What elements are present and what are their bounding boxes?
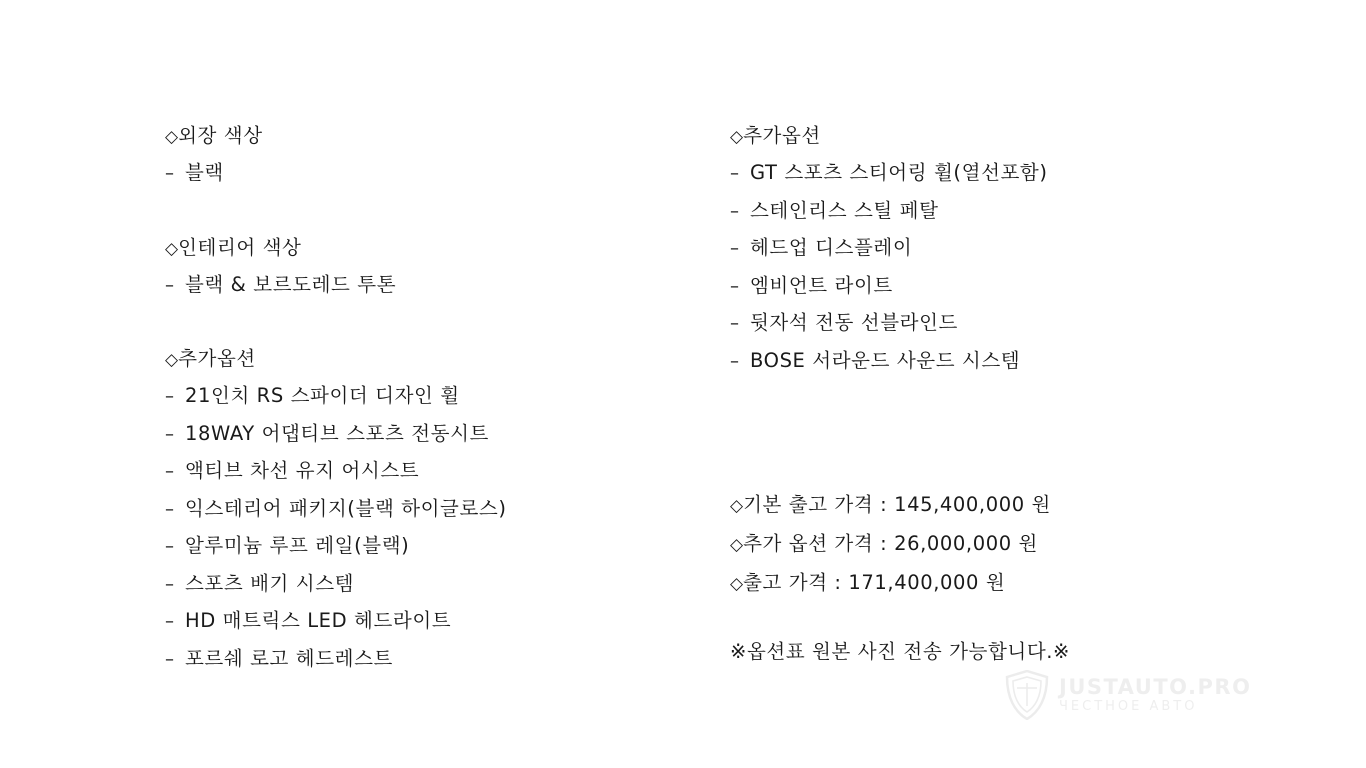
dash-icon: – xyxy=(730,163,740,184)
price-value: 171,400,000 원 xyxy=(848,571,1006,594)
spacer xyxy=(165,304,685,341)
price-label: 추가 옵션 가격 xyxy=(743,532,874,555)
watermark-text xyxy=(1059,675,1251,714)
list-item xyxy=(730,343,1290,381)
dash-icon: – xyxy=(165,611,175,632)
dash-icon: – xyxy=(165,163,175,184)
list-item xyxy=(730,155,1290,193)
price-separator: : xyxy=(827,571,849,594)
list-item xyxy=(730,268,1290,306)
list-item-label: 액티브 차선 유지 어시스트 xyxy=(185,459,420,482)
dash-icon: – xyxy=(730,200,740,222)
price-value: 26,000,000 원 xyxy=(894,532,1038,555)
interior-color-list xyxy=(165,267,685,305)
price-separator: : xyxy=(873,532,895,555)
dash-icon: – xyxy=(165,423,175,445)
dash-icon: – xyxy=(730,313,740,334)
right-column xyxy=(730,118,1290,380)
list-item xyxy=(165,416,685,454)
list-item xyxy=(165,155,685,193)
section-heading-exterior-color xyxy=(165,118,685,155)
diamond-icon: ◇ xyxy=(730,127,744,147)
list-item-label: 알루미늄 루프 레일(블랙) xyxy=(185,534,410,557)
diamond-icon: ◇ xyxy=(165,238,179,259)
list-item xyxy=(165,641,685,679)
list-item xyxy=(165,491,685,529)
diamond-icon: ◇ xyxy=(165,350,179,370)
dash-icon: – xyxy=(730,350,740,372)
diamond-icon: ◇ xyxy=(730,496,744,516)
list-item-label: 21인치 RS 스파이더 디자인 휠 xyxy=(185,384,460,407)
price-row-options xyxy=(730,525,1330,564)
list-item xyxy=(165,453,685,491)
section-heading-label: 추가옵션 xyxy=(178,347,256,370)
dash-icon: – xyxy=(730,238,740,259)
price-value: 145,400,000 원 xyxy=(894,493,1051,516)
price-row-total xyxy=(730,564,1330,603)
price-label: 기본 출고 가격 xyxy=(743,493,874,516)
dash-icon: – xyxy=(165,386,175,407)
list-item xyxy=(165,267,685,305)
exterior-color-list xyxy=(165,155,685,193)
list-item-label: 스포츠 배기 시스템 xyxy=(185,571,355,595)
section-heading-label: 인테리어 색상 xyxy=(178,235,302,259)
watermark-subtitle: ЧЕСТНОЕ АВТО xyxy=(1059,698,1198,714)
list-item xyxy=(730,305,1290,343)
list-item-label: 헤드업 디스플레이 xyxy=(750,236,913,259)
watermark-title: JUSTAUTO.PRO xyxy=(1059,675,1252,700)
list-item xyxy=(730,230,1290,268)
dash-icon: – xyxy=(165,536,175,557)
list-item-label: BOSE 서라운드 사운드 시스템 xyxy=(750,348,1021,372)
dash-icon: – xyxy=(730,275,740,297)
dash-icon: – xyxy=(165,461,175,482)
diamond-icon: ◇ xyxy=(730,535,744,555)
left-column xyxy=(165,118,685,678)
list-item-label: 뒷자석 전동 선블라인드 xyxy=(750,311,958,334)
dash-icon: – xyxy=(165,648,175,670)
price-row-base xyxy=(730,486,1330,525)
diamond-icon: ◇ xyxy=(165,127,179,147)
list-item-label: HD 매트릭스 LED 헤드라이트 xyxy=(185,609,452,632)
extra-options-list-right xyxy=(730,155,1290,380)
section-heading-label: 추가옵션 xyxy=(743,124,821,147)
section-heading-label: 외장 색상 xyxy=(178,124,263,147)
shield-logo-icon xyxy=(1005,670,1049,720)
list-item-label: 스테인리스 스틸 페탈 xyxy=(750,198,939,222)
list-item-label: 익스테리어 패키지(블랙 하이글로스) xyxy=(185,496,507,520)
diamond-icon: ◇ xyxy=(730,574,744,594)
list-item xyxy=(165,566,685,604)
section-heading-extra-options-right xyxy=(730,118,1290,155)
section-heading-interior-color xyxy=(165,230,685,267)
list-item-label: GT 스포츠 스티어링 휠(열선포함) xyxy=(750,161,1048,184)
dash-icon: – xyxy=(165,498,175,520)
list-item-label: 18WAY 어댑티브 스포츠 전동시트 xyxy=(185,421,489,445)
section-heading-extra-options-left xyxy=(165,341,685,378)
extra-options-list-left xyxy=(165,378,685,678)
watermark xyxy=(1005,664,1305,726)
spacer xyxy=(165,193,685,230)
price-summary xyxy=(730,486,1330,603)
list-item xyxy=(165,528,685,566)
list-item xyxy=(165,603,685,641)
dash-icon: – xyxy=(165,573,175,595)
list-item-label: 블랙 & 보르도레드 투톤 xyxy=(185,272,397,296)
list-item xyxy=(730,193,1290,231)
list-item-label: 엠비언트 라이트 xyxy=(750,273,893,297)
list-item xyxy=(165,378,685,416)
price-separator: : xyxy=(873,493,895,516)
list-item-label: 블랙 xyxy=(185,161,224,184)
footer-note: ※옵션표 원본 사진 전송 가능합니다.※ xyxy=(730,640,1070,663)
price-label: 출고 가격 xyxy=(743,571,828,594)
list-item-label: 포르쉐 로고 헤드레스트 xyxy=(185,646,393,670)
dash-icon: – xyxy=(165,274,175,296)
